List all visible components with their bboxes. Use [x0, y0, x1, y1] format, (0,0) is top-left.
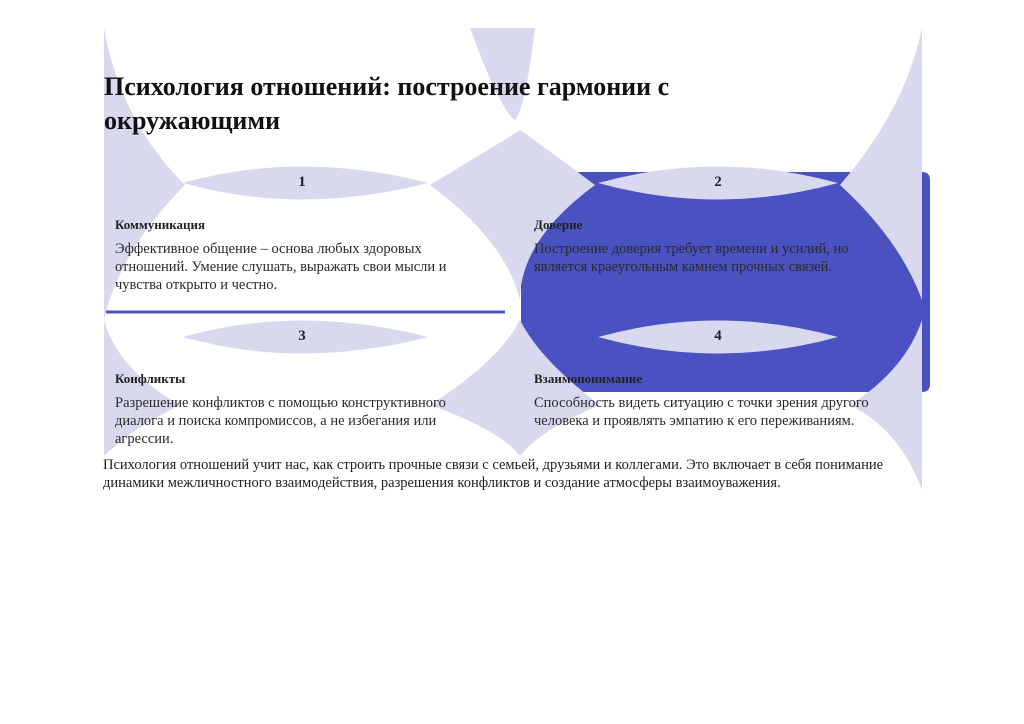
card-3-number: 3: [298, 328, 306, 344]
card-4-text: Способность видеть ситуацию с точки зрения другого человека и проявлять эмпатию к его переживаниям.: [534, 395, 869, 429]
card-3-title: Конфликты: [115, 371, 186, 386]
card-1-number: 1: [298, 174, 306, 190]
card-1-title: Коммуникация: [115, 217, 206, 232]
card-4-title: Взаимопонимание: [534, 371, 643, 386]
card-2-title: Доверие: [534, 217, 583, 232]
card-1-text: Эффективное общение – основа любых здоровых отношений. Умение слушать, выражать свои мысли и чувства открыто и честно.: [115, 241, 447, 293]
card-2-text: Построение доверия требует времени и усилий, но является краеугольным камнем прочных связей.: [534, 241, 849, 275]
card-2-number: 2: [714, 174, 722, 190]
card-4-number: 4: [714, 328, 722, 344]
slide-title: Психология отношений: построение гармонии с окружающими: [104, 72, 670, 135]
summary-text: Психология отношений учит нас, как строить прочные связи с семьей, друзьями и коллегами. Это включает в себя понимание динамики межличностного взаимодействия, разрешения конфликтов и создание атмосферы взаимоуважения.: [103, 457, 884, 491]
card-3-text: Разрешение конфликтов с помощью конструктивного диалога и поиска компромиссов, а не избегания или агрессии.: [115, 395, 446, 447]
